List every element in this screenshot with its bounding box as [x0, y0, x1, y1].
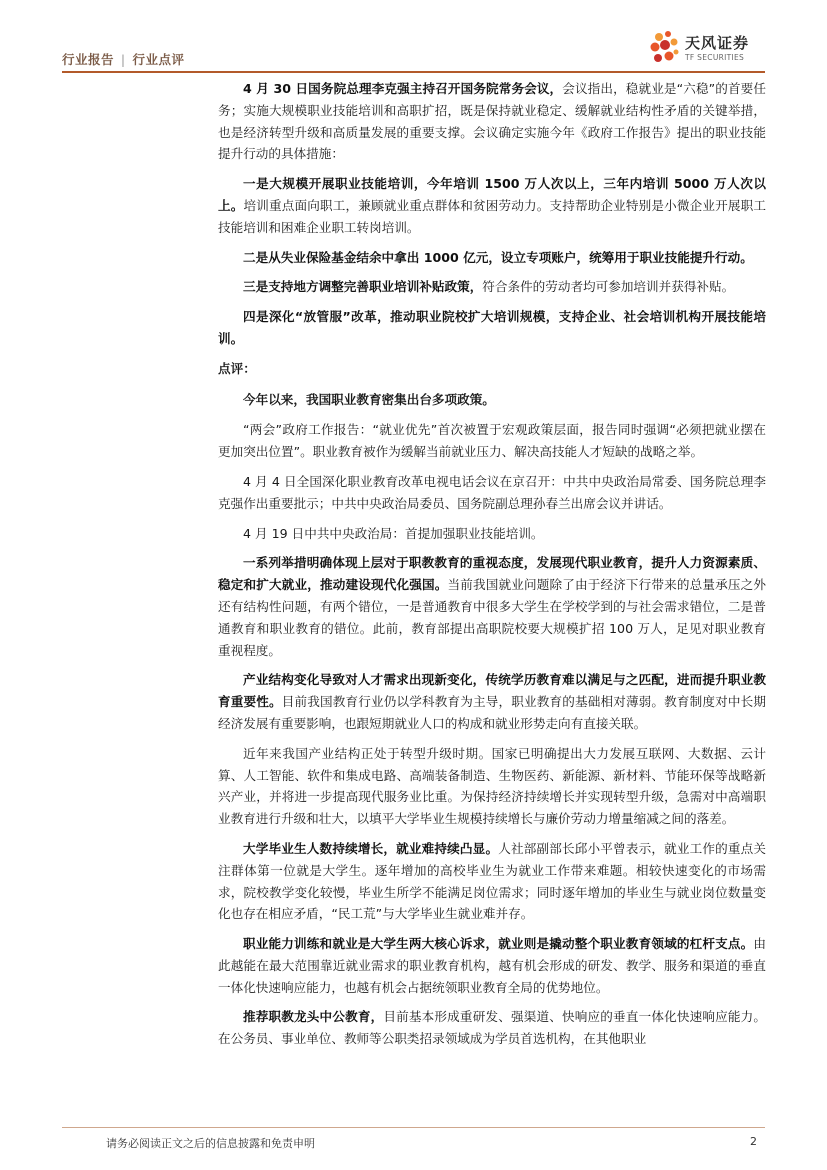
- measure-4-lead: 四是深化“放管服”改革，推动职业院校扩大培训规模，支持企业、社会培训机构开展技能培训。: [218, 309, 766, 346]
- paragraph-core-demand: [218, 933, 766, 998]
- page-number: 2: [750, 1135, 757, 1148]
- measure-3-lead: 三是支持地方调整完善职业培训补贴政策，: [243, 279, 483, 295]
- graduates-text: 人社部副部长邱小平曾表示，就业工作的重点关注群体第一位就是大学生。逐年增加的高校毕业生为就业工作带来难题。相较快速变化的市场需求，院校教学变化较慢，毕业生所学不能满足岗位需求；同时逐年增加的毕业生与就业岗位数量变化也存在相应矛盾，“民工荒”与大学毕业生就业难并存。: [218, 840, 767, 922]
- paragraph-transition: 近年来我国产业结构正处于转型升级时期。国家已明确提出大力发展互联网、大数据、云计算、人工智能、软件和集成电路、高端装备制造、生物医药、新能源、新材料、节能环保等战略新兴产业，并将进一步提高现代服务业比重。为保持经济持续增长并实现转型升级，急需对中高端职业教育进行升级和壮大，以填平大学毕业生规模持续增长与廉价劳动力增量缩减之间的落差。: [218, 745, 766, 827]
- disclaimer-note: 请务必阅读正文之后的信息披露和免责申明: [106, 1137, 315, 1150]
- industry-structure-text: 目前我国教育行业仍以学科教育为主导，职业教育的基础相对薄弱。教育制度对中长期经济发展有重要影响，也跟短期就业人口的构成和就业形势走向有直接关联。: [218, 694, 767, 731]
- paragraph-industry-structure: [218, 669, 766, 734]
- comment-label: 点评：: [218, 360, 256, 376]
- category-separator: |: [120, 52, 126, 67]
- measure-2-lead: 二是从失业保险基金结余中拿出 1000 亿元，设立专项账户，统筹用于职业技能提升行动。: [243, 249, 753, 265]
- paragraph-measure-2: [218, 247, 766, 269]
- paragraph-measure-1: [218, 173, 766, 238]
- recommendation-lead: 推荐职教龙头中公教育，: [243, 1009, 384, 1025]
- subcategory-label: 行业点评: [132, 52, 185, 67]
- paragraph-graduates: [218, 838, 766, 925]
- tf-securities-logo: [649, 26, 769, 72]
- policy-attitude-text: 当前我国就业问题除了由于经济下行带来的总量承压之外还有结构性问题，有两个错位，一是普通教育中很多大学生在学校学到的与社会需求错位，二是普通教育和职业教育的错位。此前，教育部提出高职院校要大规模扩招 100 万人，足见对职业教育重视程度。: [218, 577, 767, 658]
- paragraph-april-4: 4 月 4 日全国深化职业教育改革电视电话会议在京召开：中共中央政治局常委、国务院总理李克强作出重要批示；中共中央政治局委员、国务院副总理孙春兰出席会议并讲话。: [218, 473, 766, 511]
- measure-1-lead: 一是大规模开展职业技能培训，今年培训 1500 万人次以上，三年内培训 5000 万人次以上。: [218, 176, 766, 213]
- recommendation-text: 目前基本形成重研发、强渠道、快响应的垂直一体化快速响应能力。在公务员、事业单位、教师等公职类招录领域成为学员首选机构，在其他职业: [218, 1009, 767, 1047]
- meeting-lead: 4 月 30 日国务院总理李克强主持召开国务院常务会议，: [243, 81, 563, 96]
- header-divider: [62, 71, 765, 73]
- graduates-lead: 大学毕业生人数持续增长，就业难持续凸显。: [243, 840, 499, 856]
- paragraph-policy-attitude: [218, 552, 766, 661]
- measure-3-text: 符合条件的劳动者均可参加培训并获得补贴。: [482, 279, 735, 295]
- paragraph-measure-4: [218, 306, 766, 350]
- report-category: [62, 50, 184, 68]
- paragraph-meeting: [218, 78, 766, 165]
- measure-1-text: 培训重点面向职工，兼顾就业重点群体和贫困劳动力。支持帮助企业特别是小微企业开展职工技能培训和困难企业职工转岗培训。: [218, 197, 767, 235]
- paragraph-april-19: 4 月 19 日中共中央政治局：首提加强职业技能培训。: [243, 525, 544, 541]
- brand-name-cn: 天风证券: [685, 34, 750, 52]
- article-body: [218, 78, 766, 1058]
- paragraph-measure-3: [218, 276, 766, 298]
- core-demand-text: 由此越能在最大范围靠近就业需求的职业教育机构，越有机会形成的研发、教学、服务和渠道的垂直一体化快速响应能力，也越有机会占据统领职业教育全局的优势地位。: [218, 936, 766, 995]
- brand-name-en: TF SECURITIES: [685, 53, 745, 62]
- footer-divider: [62, 1127, 765, 1128]
- comment-subhead: 今年以来，我国职业教育密集出台多项政策。: [243, 391, 495, 407]
- meeting-text: 会议指出，稳就业是“六稳”的首要任务；实施大规模职业技能培训和高职扩招，既是保持就业稳定、缓解就业结构性矛盾的关键举措，也是经济转型升级和高质量发展的重要支撑。会议确定实施今年《政府工作报告》提出的职业技能提升行动的具体措施：: [218, 81, 766, 162]
- tf-flame-icon: [649, 28, 681, 68]
- paragraph-two-sessions: “两会”政府工作报告：“就业优先”首次被置于宏观政策层面，报告同时强调“必须把就业摆在更加突出位置”。职业教育被作为缓解当前就业压力、解决高技能人才短缺的战略之举。: [218, 422, 766, 460]
- industry-structure-lead: 产业结构变化导致对人才需求出现新变化，传统学历教育难以满足与之匹配，进而提升职业教育重要性。: [218, 672, 766, 710]
- policy-attitude-lead: 一系列举措明确体现上层对于职教教育的重视态度，发展现代职业教育，提升人力资源素质、稳定和扩大就业，推动建设现代化强国。: [218, 555, 766, 593]
- category-label: 行业报告: [62, 52, 115, 67]
- paragraph-recommendation: [218, 1006, 766, 1050]
- core-demand-lead: 职业能力训练和就业是大学生两大核心诉求，就业则是撬动整个职业教育领域的杠杆支点。: [243, 936, 754, 952]
